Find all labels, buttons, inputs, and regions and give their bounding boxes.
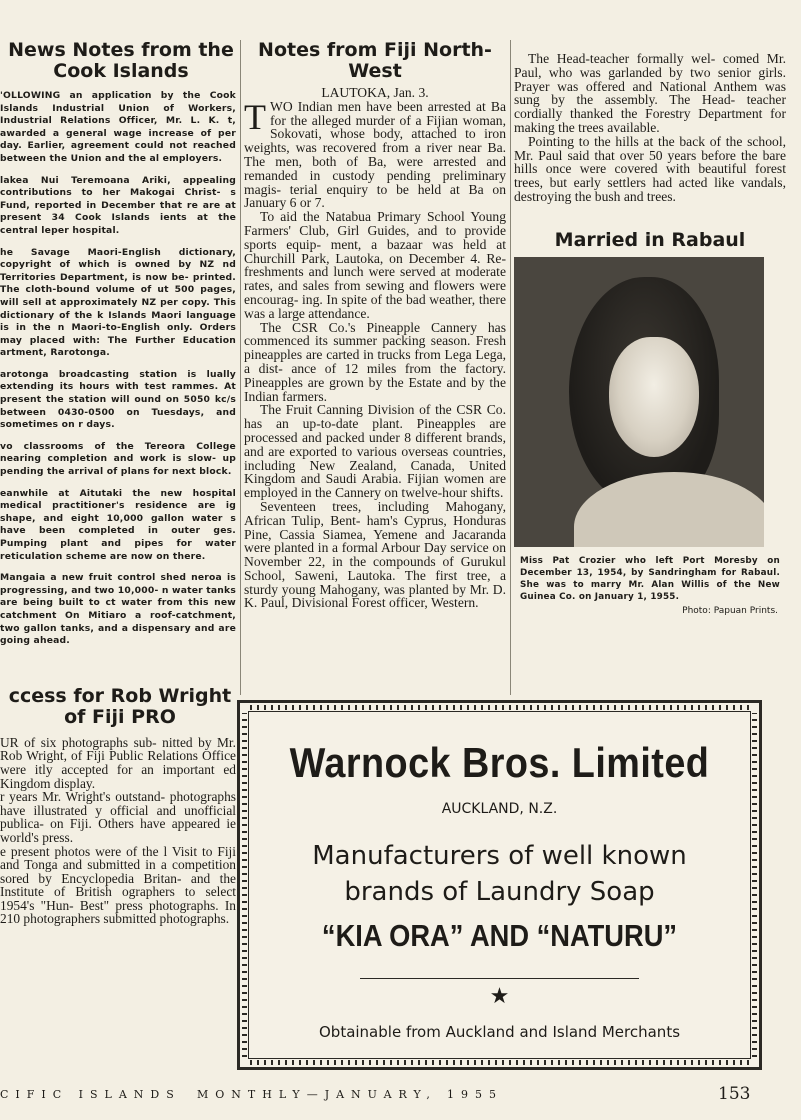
paragraph: r years Mr. Wright's outstand- photographs have illustrated y official and unofficial publica- on Fiji. Others have appeared ie world's press. (0, 789, 236, 845)
paragraph: The Head-teacher formally wel- comed Mr. Paul, who was garlanded by two senior girls. Prayer was offered and National Anthem was sung by the assembly. The Head- teacher cordially thanked the Forestry Department for making the trees available. (514, 51, 786, 135)
photo-caption: Miss Pat Crozier who left Port Moresby on December 13, 1954, by Sandringham for Rabaul. She was to marry Mr. Alan Willis of the New Guinea Co. on January 1, 1955. (520, 555, 780, 602)
warnock-advertisement (237, 700, 762, 1070)
school-body (514, 52, 786, 204)
paragraph: UR of six photographs sub- nitted by Mr. Rob Wright, of Fiji Public Relations Office were itly accepted for an important ed Kingdom display. (0, 734, 236, 791)
fiji-headline: Notes from Fiji North-West (258, 39, 492, 82)
ad-tagline-2: brands of Laundry Soap (344, 877, 655, 907)
star-icon: ★ (489, 983, 510, 1008)
paragraph: The CSR Co.'s Pineapple Cannery has commenced its summer packing season. Fresh pineapples are carted in trucks from Lega Lega, a dist- ance of 12 miles from the factory. Pineapples are grown by the Estate and by the Indian farmers. (244, 319, 506, 404)
paragraph: vo classrooms of the Tereora College nearing completion and work is slow- up pending the arrival of plans for next block. (0, 440, 236, 478)
ad-tagline-1: Manufacturers of well known (312, 841, 687, 871)
page-number: 153 (718, 1084, 751, 1104)
bride-portrait-photo (514, 257, 764, 547)
footer-month: MONTHLY—JANUARY, (197, 1088, 437, 1101)
paragraph: Mangaia a new fruit control shed neroa is progressing, and two 10,000- n water tanks are being built to ct water from this new catchment On Mitiaro a roof-catchment, two gallon tanks, and a dispensary and are going ahead. (0, 572, 236, 647)
ad-merchants: Obtainable from Auckland and Island Merchants (318, 1023, 681, 1041)
fiji-lead-paragraph: TWO Indian men have been arrested at Ba for the alleged murder of a Fijian woman, Sokovati, whose body, attached to iron weights, was recovered from a river near Ba. The men, both of Ba, were arrested and remanded in custody pending preliminary magis- terial enquiry to be held at Ba on January 6 or 7. (244, 96, 506, 211)
paragraph: lakea Nui Teremoana Ariki, appealing contributions to her Makogai Christ- s Fund, reported in December that re are at present 34 Cook Islands ients at the central leper hospital. (0, 174, 236, 236)
footer-year: 1955 (447, 1088, 503, 1101)
ad-divider (360, 978, 639, 979)
column-rabaul (514, 40, 786, 616)
paragraph: Seventeen trees, including Mahogany, African Tulip, Bent- ham's Cyprus, Honduras Pine, Cassia Siamea, Yemene and Jacaranda were planted in a formal Arbour Day service on November 22, in the compounds of Gurukul School, Saweni, Lautoka. The first tree, a sturdy young Mahogany, was planted by Mr. D. K. Paul, Divisional Forest officer, Western. (244, 498, 506, 611)
ad-location: AUCKLAND, N.Z. (441, 801, 558, 817)
fiji-body (244, 210, 506, 610)
fiji-dateline: LAUTOKA, Jan. 3. (321, 85, 429, 100)
drop-cap: T (244, 96, 266, 137)
ad-brands: “KIA ORA” AND “NATURU” (321, 918, 678, 953)
paragraph: 'OLLOWING an application by the Cook Islands Industrial Union of Workers, Industrial Relations Officer, Mr. L. K. t, awarded a general wage increase of per day. Earlier, agreement could not reached between the Union and the al employers. (0, 90, 236, 164)
cook-islands-body (0, 90, 236, 648)
rob-wright-body (0, 736, 236, 926)
column-rule (240, 40, 241, 695)
footer-publication: CIFIC ISLANDS (0, 1088, 181, 1101)
paragraph: e present photos were of the l Visit to Fiji and Tonga and submitted in a competition sored by Encyclopedia Britan- and the Institute of British ographers to select 1954's "Hun- Best" press photographs. In 210 photographers submitted photographs. (0, 843, 236, 927)
rabaul-headline: Married in Rabaul (554, 228, 746, 251)
paragraph: To aid the Natabua Primary School Young Farmers' Club, Girl Guides, and to provide sports equip- ment, a bazaar was held at Churchill Park, Lautoka, on December 4. Re- freshments and lunch were served at moderate rates, and sales from sewing and flowers were encourag- ing. In spite of the bad weather, there was a large attendance. (244, 209, 506, 321)
cook-islands-headline: News Notes from the Cook Islands (8, 39, 234, 82)
ad-company-name: Warnock Bros. Limited (289, 739, 710, 786)
paragraph: arotonga broadcasting station is lually extending its hours with test rammes. At present the station will ound on 5050 kc/s between 0430-0500 on Tuesdays, and sometimes on r days. (0, 368, 236, 431)
column-cook-islands (0, 40, 236, 926)
paragraph: The Fruit Canning Division of the CSR Co. has an up-to-date plant. Pineapples are processed and packed under 8 different brands, and are exported to various overseas countries, including New Zealand, Canada, United Kingdom and Saudi Arabia. Fijian women are employed in the Cannery on twelve-hour shifts. (244, 402, 506, 501)
column-fiji-north-west (244, 40, 506, 610)
paragraph: he Savage Maori-English dictionary, copyright of which is owned by NZ nd Territories Department, is now be- printed. The cloth-bound volume of ut 500 pages, will sell at approximately NZ per copy. This dictionary of the k Islands Maori language is in the n Maori-to-English only. Orders may placed with: The Further Education artment, Rarotonga. (0, 246, 236, 359)
photo-credit: Photo: Papuan Prints. (682, 605, 778, 616)
paragraph: Pointing to the hills at the back of the school, Mr. Paul said that over 50 years before the bare hills once were covered with beautiful forest trees, but early settlers had acted like vandals, destroying the bush and trees. (514, 133, 786, 204)
rob-wright-headline: ccess for Rob Wright of Fiji PRO (8, 684, 232, 728)
paragraph: eanwhile at Aitutaki the new hospital medical practitioner's residence are ig shape, and eight 10,000 gallon water s have been completed in outer ges. Pumping plant and pipes for water reticulation scheme are now on there. (0, 487, 236, 562)
column-rule (510, 40, 511, 695)
